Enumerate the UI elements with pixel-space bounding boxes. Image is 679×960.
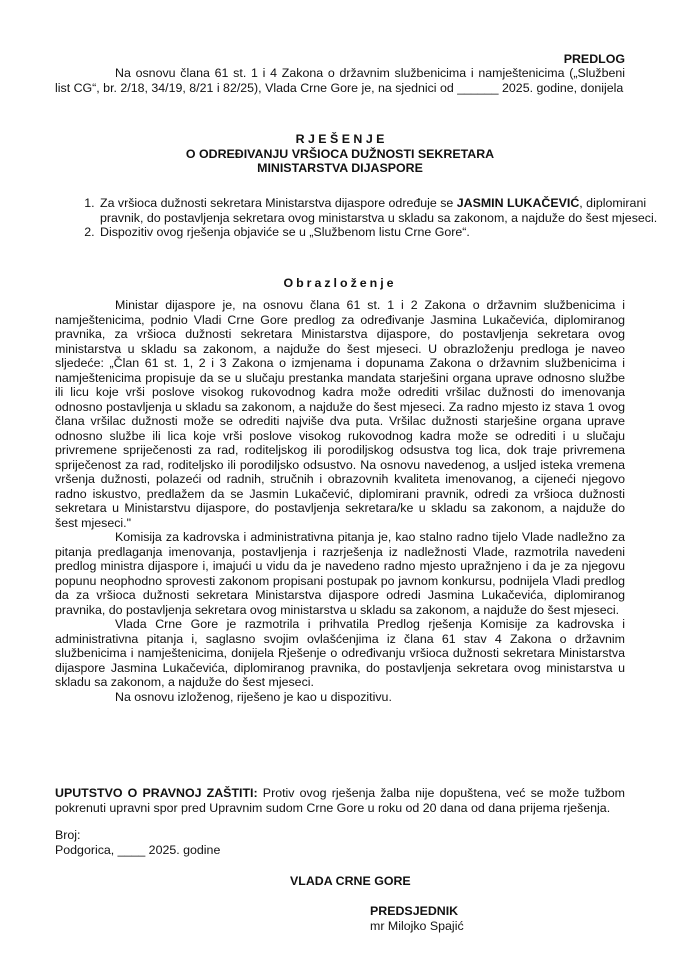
decision-item: 2. Dispozitiv ovog rješenja objaviće se u „Službenom listu Crne Gore“.	[98, 225, 668, 240]
title-line-1: R J E Š E N J E	[295, 132, 385, 146]
document-status-label: PREDLOG	[563, 52, 625, 66]
title-line-3: MINISTARSTVA DIJASPORE	[257, 161, 423, 175]
government-name: VLADA CRNE GORE	[290, 874, 411, 888]
number-label: Broj:	[55, 828, 81, 842]
reasoning-paragraph: Komisija za kadrovska i administrativna pitanja je, kao stalno radno tijelo Vlade nadležno za pitanja predlaganja imenovanja, postavljenja i razrješenja iz nadležnosti Vlade, razmotrila navedeni predlog ministra dijaspore i, imajući u vidu da je navedeno radno mjesto upražnjeno i da je za njegovu popunu neophodno sprovesti zakonom propisani postupak po javnom konkursu, podnijela Vladi predlog da za vršioca dužnosti sekretara Ministarstva dijaspore odredi Jasmina Lukačevića, diplomiranog pravnika, do postavljenja sekretara ovog ministarstva u skladu sa zakonom, a najduže do šest mjeseci.	[55, 530, 625, 617]
signer-name: mr Milojko Spajić	[370, 919, 464, 933]
decision-title	[55, 132, 625, 176]
title-line-2: O ODREĐIVANJU VRŠIOCA DUŽNOSTI SEKRETARA	[185, 146, 495, 161]
place-date: Podgorica, ____ 2025. godine	[55, 843, 221, 857]
intro-paragraph: Na osnovu člana 61 st. 1 i 4 Zakona o državnim službenicima i namještenicima („Službeni list CG“, br. 2/18, 34/19, 8/21 i 82/25), Vlada Crne Gore je, na sjednici od ______ 2025. godine, donijela	[55, 66, 625, 95]
reasoning-body	[55, 298, 625, 704]
decision-items	[55, 196, 668, 240]
decision-item: 1. Za vršioca dužnosti sekretara Ministarstva dijaspore određuje se JASMIN LUKAČEVIĆ, diplomirani pravnik, do postavljenja sekretara ovog ministarstva u skladu sa zakonom, a najduže do šest mjeseci.	[98, 196, 668, 225]
reasoning-paragraph: Na osnovu izloženog, riješeno je kao u dispozitivu.	[115, 689, 392, 704]
reasoning-paragraph: Vlada Crne Gore je razmotrila i prihvatila Predlog rješenja Komisije za kadrovska i administrativna pitanja i, saglasno svojim ovlašćenjima iz člana 61 stav 4 Zakona o državnim službenicima i namještenicima, donijela Rješenje o određivanju vršioca dužnosti sekretara Ministarstva dijaspore Jasmina Lukačevića, diplomiranog pravnika, do postavljenja sekretara ovog ministarstva u skladu sa zakonom, a najduže do šest mjeseci.	[55, 617, 625, 689]
reasoning-paragraph: Ministar dijaspore je, na osnovu člana 61 st. 1 i 2 Zakona o državnim službenicima i namještenicima, podnio Vladi Crne Gore predlog za određivanje Jasmina Lukačevića, diplomiranog pravnika, za vršioca dužnosti sekretara Ministarstva dijaspore, do postavljenja sekretara ovog ministarstva u skladu sa zakonom, a najduže do šest mjeseci. U obrazloženju predloga je naveo sljedeće: „Član 61 st. 1, 2 i 3 Zakona o izmjenama i dopunama Zakona o državnim službenicima i namještenicima propisuje da se u slučaju prestanka mandata starješini organa uprave odnosno službe ili licu koje vrši poslove visokog rukovodnog kadra može odrediti vršilac dužnosti do imenovanja odnosno postavljenja u skladu sa zakonom, a najduže do šest mjeseci. Za radno mjesto iz stava 1 ovog člana vršilac dužnosti može se odrediti najviše dva puta. Vršilac dužnosti starješine organa uprave odnosno službe ili lica koje vrši poslove visokog rukovodnog kadra može se odrediti i u slučaju privremene spriječenosti za rad, roditeljskog ili porodiljskog odsustva tog lica, dok traje privremena spriječenost za rad, roditeljsko ili porodiljsko odsustvo. Na osnovu navedenog, a usljed isteka vremena vršenja dužnosti, polazeći od radnih, stručnih i obrazovnih kvaliteta imenovanog, a cijeneći njegovo radno iskustvo, predlažem da se Jasmin Lukačević, diplomirani pravnik, odredi za vršioca dužnosti sekretara u Ministarstvu dijaspore, do postavljenja sekretara/ke u skladu sa zakonom, a najduže do šest mjeseci."	[55, 298, 625, 530]
legal-remedy: UPUTSTVO O PRAVNOJ ZAŠTITI: Protiv ovog rješenja žalba nije dopuštena, već se može tužbom pokrenuti upravni spor pred Upravnim sudom Crne Gore u roku od 20 dana od dana prijema rješenja.	[55, 786, 626, 815]
reasoning-heading: Obrazloženje	[283, 276, 397, 290]
signer-title: PREDSJEDNIK	[370, 904, 459, 918]
